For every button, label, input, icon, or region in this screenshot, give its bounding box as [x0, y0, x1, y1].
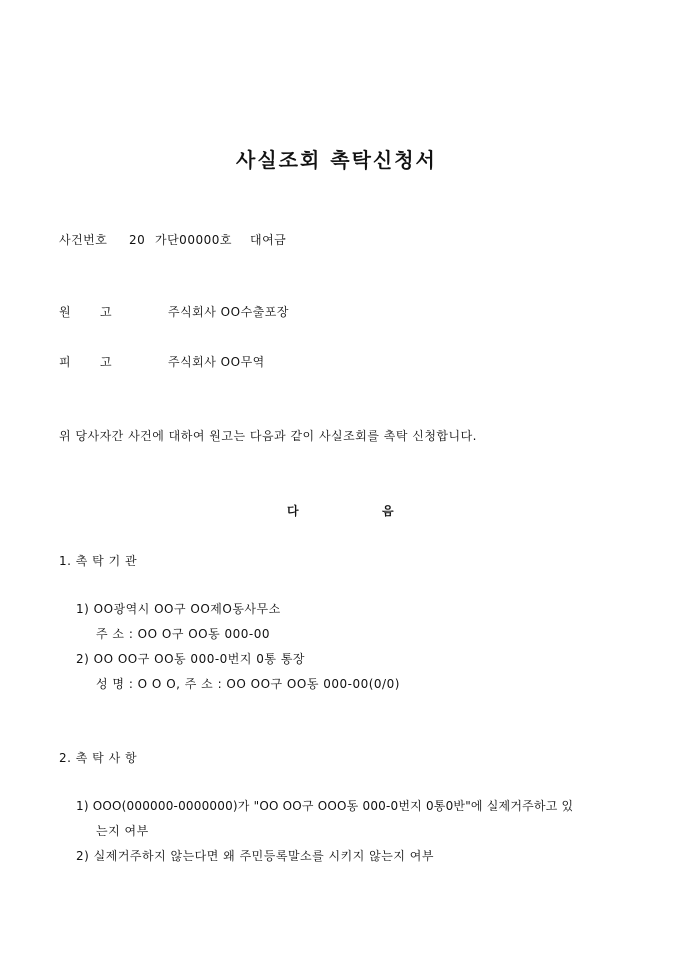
section-1-item-2-detail: 성 명 : O O O, 주 소 : OO OO구 OO동 000-00(0/0) [96, 677, 400, 691]
plaintiff-label-second: 고 [100, 305, 113, 319]
defendant-name: 주식회사 OO무역 [168, 355, 265, 369]
case-number-label: 사건번호 [59, 233, 108, 247]
plaintiff-label-first: 원 [59, 305, 72, 319]
section-1-item-2: 2) OO OO구 OO동 000-0번지 0통 통장 [76, 652, 306, 666]
case-year: 20 [129, 233, 146, 247]
intro-paragraph: 위 당사자간 사건에 대하여 원고는 다음과 같이 사실조회를 촉탁 신청합니다. [59, 429, 477, 443]
case-number: 가단00000호 [155, 233, 232, 247]
section-2-item-1-line-1: 1) OOO(000000-0000000)가 "OO OO구 OOO동 000-0번지 0통0반"에 실제거주하고 있 [76, 799, 574, 813]
defendant-label-first: 피 [59, 355, 72, 369]
section-1-title: 1. 촉 탁 기 관 [59, 554, 138, 568]
defendant-label-second: 고 [100, 355, 113, 369]
section-1-item-1: 1) OO광역시 OO구 OO제O동사무소 [76, 602, 281, 616]
heading-left-char: 다 [287, 504, 300, 518]
heading-right-char: 음 [382, 504, 395, 518]
document-title: 사실조회 촉탁신청서 [236, 148, 437, 172]
plaintiff-name: 주식회사 OO수출포장 [168, 305, 289, 319]
section-2-item-2: 2) 실제거주하지 않는다면 왜 주민등록말소를 시키지 않는지 여부 [76, 849, 434, 863]
case-type: 대여금 [250, 233, 287, 247]
section-2-title: 2. 촉 탁 사 항 [59, 751, 138, 765]
section-1-item-1-address: 주 소 : OO O구 OO동 000-00 [96, 627, 271, 641]
section-2-item-1-line-2: 는지 여부 [96, 824, 149, 838]
